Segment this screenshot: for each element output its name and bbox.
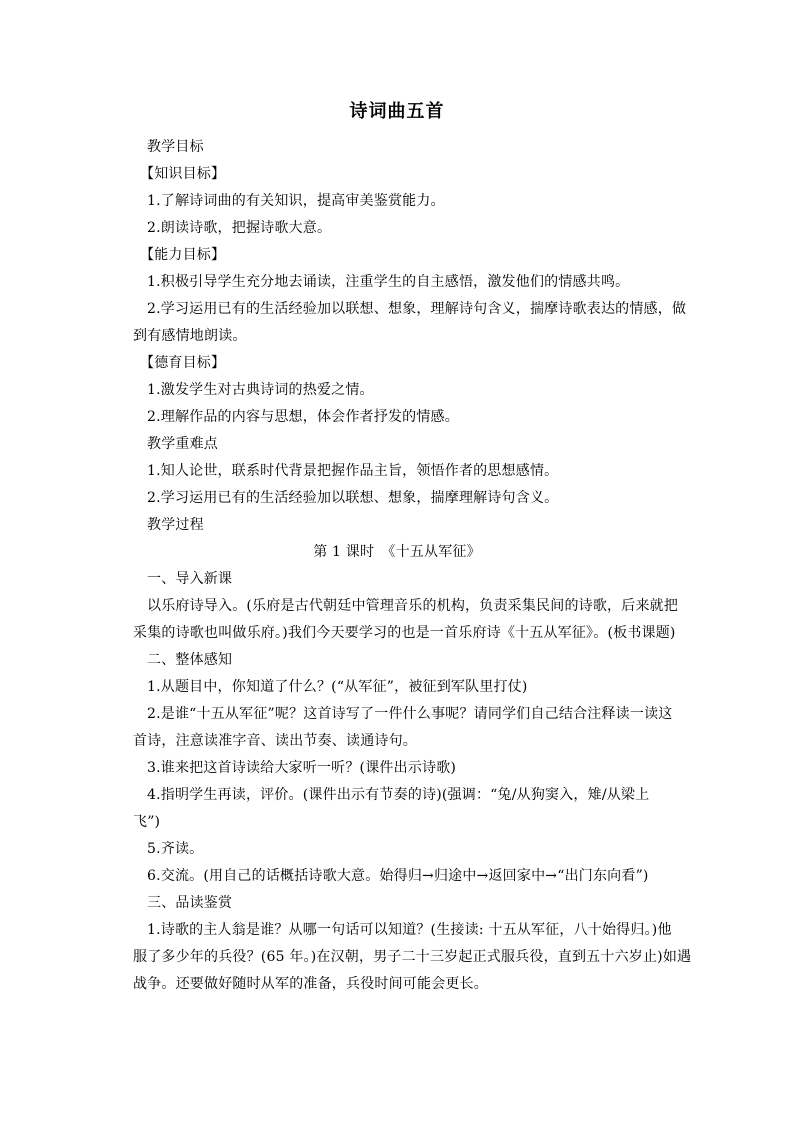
moral-goal-1: 1.激发学生对古典诗词的热爱之情。 — [147, 382, 374, 398]
heading-moral-goals: 【德育目标】 — [140, 355, 226, 371]
heading-key-difficulties: 教学重难点 — [147, 436, 218, 452]
knowledge-goal-2: 2.朗读诗歌，把握诗歌大意。 — [147, 220, 332, 236]
perception-item-3: 3.谁来把这首诗读给大家听一听？(课件出示诗歌) — [147, 760, 457, 776]
heading-ability-goals: 【能力目标】 — [140, 247, 226, 263]
heading-knowledge-goals: 【知识目标】 — [140, 166, 226, 182]
key-difficulty-2: 2.学习运用已有的生活经验加以联想、想象，揣摩理解诗句含义。 — [147, 490, 559, 506]
section-overall-perception: 二、整体感知 — [147, 652, 233, 668]
appreciation-item-1-cont: 服了多少年的兵役？(65 年。)在汉朝，男子二十三岁起正式服兵役，直到五十六岁止)如遇 — [133, 949, 692, 965]
moral-goal-2: 2.理解作品的内容与思想，体会作者抒发的情感。 — [147, 409, 459, 425]
perception-item-6: 6.交流。(用自己的话概括诗歌大意。始得归→归途中→返回家中→“出门东向看”) — [147, 868, 649, 884]
document-title: 诗词曲五首 — [349, 101, 445, 122]
introduction-text: 以乐府诗导入。(乐府是古代朝廷中管理音乐的机构，负责采集民间的诗歌，后来就把 — [147, 598, 679, 614]
ability-goal-1: 1.积极引导学生充分地去诵读，注重学生的自主感悟，激发他们的情感共鸣。 — [147, 274, 630, 290]
heading-teaching-goals: 教学目标 — [147, 139, 204, 155]
section-appreciation: 三、品读鉴赏 — [147, 895, 233, 911]
perception-item-4: 4.指明学生再读，评价。(课件出示有节奏的诗)(强调：“兔/从狗窦入，雉/从梁上 — [147, 787, 650, 803]
introduction-text-cont: 采集的诗歌也叫做乐府。)我们今天要学习的也是一首乐府诗《十五从军征》。(板书课题) — [133, 625, 676, 641]
appreciation-item-1: 1.诗歌的主人翁是谁？从哪一句话可以知道？(生接读: 十五从军征，八十始得归。)他 — [147, 922, 672, 938]
section-introduction: 一、导入新课 — [147, 571, 233, 587]
knowledge-goal-1: 1.了解诗词曲的有关知识，提高审美鉴赏能力。 — [147, 193, 445, 209]
perception-item-2-cont: 首诗，注意读准字音、读出节奏、读通诗句。 — [133, 733, 417, 749]
perception-item-1: 1.从题目中，你知道了什么？(“从军征”，被征到军队里打仗) — [147, 679, 528, 695]
key-difficulty-1: 1.知人论世，联系时代背景把握作品主旨，领悟作者的思想感情。 — [147, 463, 559, 479]
perception-item-4-cont: 飞”) — [133, 814, 161, 830]
perception-item-5: 5.齐读。 — [147, 841, 204, 857]
ability-goal-2: 2.学习运用已有的生活经验加以联想、想象，理解诗句含义，揣摩诗歌表达的情感，做 — [147, 301, 687, 317]
ability-goal-2-cont: 到有感情地朗读。 — [133, 328, 247, 344]
heading-teaching-process: 教学过程 — [147, 517, 204, 533]
lesson-title: 第 1 课时 《十五从军征》 — [313, 544, 481, 560]
perception-item-2: 2.是谁“十五从军征”呢？这首诗写了一件什么事呢？请同学们自己结合注释读一读这 — [147, 706, 673, 722]
appreciation-item-1-cont2: 战争。还要做好随时从军的准备，兵役时间可能会更长。 — [133, 976, 488, 992]
